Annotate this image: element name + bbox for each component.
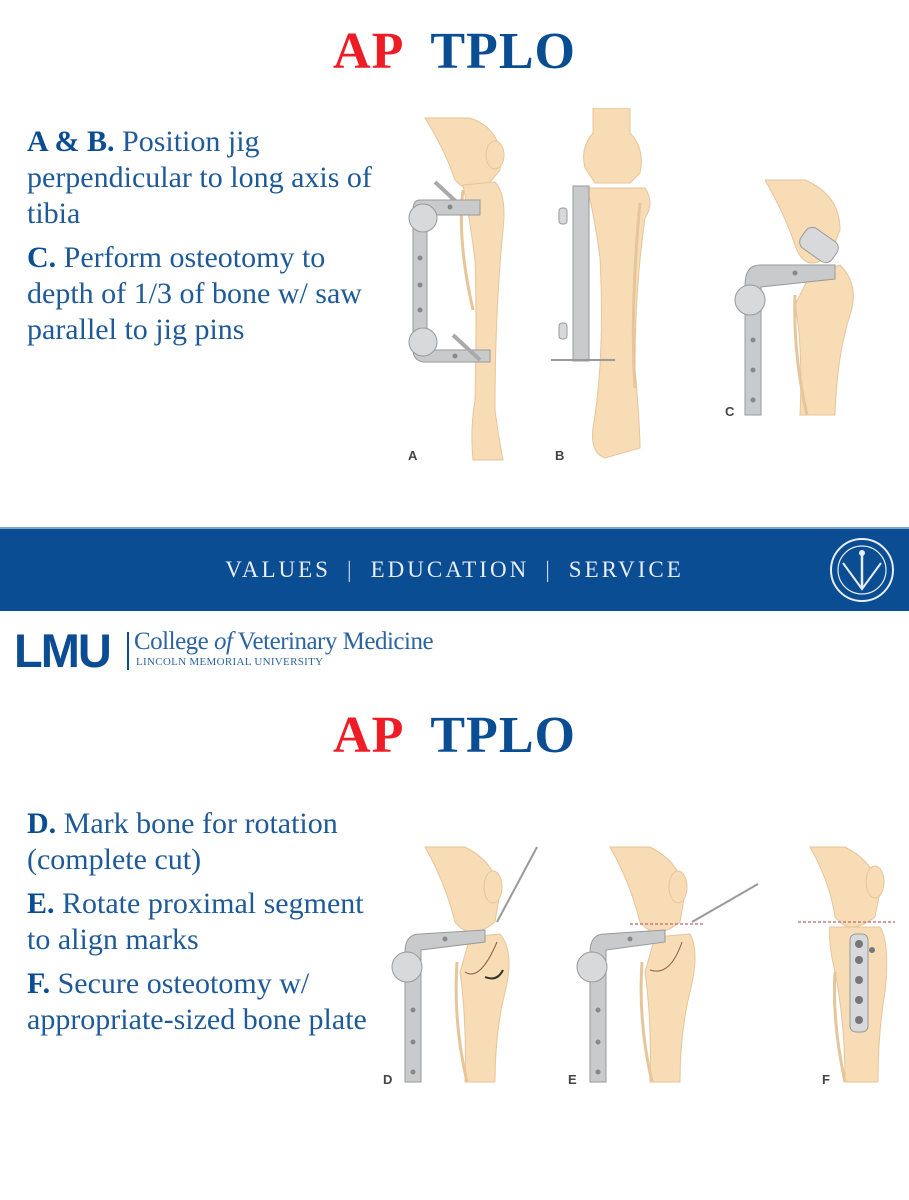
logo-divider <box>127 632 129 670</box>
logo-abbrev: LMU <box>14 624 110 677</box>
slide-1-steps <box>27 124 372 356</box>
title-tplo: TPLO <box>430 23 576 80</box>
step-label: C. <box>27 241 57 274</box>
title-ap: AP <box>333 707 405 764</box>
step-c <box>27 240 372 348</box>
step-d <box>27 806 372 878</box>
university-seal-icon <box>829 537 895 603</box>
slide-2-title <box>0 706 909 765</box>
title-ap: AP <box>333 23 405 80</box>
logo-college-name <box>134 628 433 656</box>
step-text: Perform osteotomy to depth of 1/3 of bone w/ saw parallel to jig pins <box>27 241 362 346</box>
figure-label-b: B <box>555 448 565 463</box>
step-a-b <box>27 124 372 232</box>
figure-d-mark-bone <box>385 842 545 1087</box>
logo-college-post: Veterinary Medicine <box>232 628 434 655</box>
figure-label-c: C <box>725 404 735 419</box>
step-text: Secure osteotomy w/ appropriate-sized bone plate <box>27 967 367 1036</box>
slide-2-steps <box>27 806 372 1046</box>
step-text: Position jig perpendicular to long axis of tibia <box>27 125 372 230</box>
values-banner <box>0 527 909 611</box>
figure-label-a: A <box>408 448 418 463</box>
step-f <box>27 966 372 1038</box>
banner-separator: | <box>346 557 355 582</box>
step-text: Rotate proximal segment to align marks <box>27 887 364 956</box>
banner-item-education: EDUCATION <box>370 557 530 582</box>
logo-university-name: LINCOLN MEMORIAL UNIVERSITY <box>136 656 324 668</box>
banner-item-service: SERVICE <box>568 557 684 582</box>
step-label: A & B. <box>27 125 115 158</box>
figure-label-f: F <box>822 1072 830 1087</box>
figure-label-d: D <box>383 1072 393 1087</box>
step-label: E. <box>27 887 55 920</box>
figure-label-e: E <box>568 1072 577 1087</box>
step-text: Mark bone for rotation (complete cut) <box>27 807 338 876</box>
figure-b-jig-cranial <box>545 108 680 470</box>
step-label: F. <box>27 967 51 1000</box>
figure-e-rotate-segment <box>570 842 765 1087</box>
step-label: D. <box>27 807 57 840</box>
logo-college-pre: College <box>134 628 215 655</box>
banner-item-values: VALUES <box>225 557 331 582</box>
banner-text <box>0 557 909 583</box>
slide-1-title <box>0 22 909 81</box>
title-tplo: TPLO <box>430 707 576 764</box>
figure-f-bone-plate <box>790 842 900 1087</box>
figure-c-osteotomy <box>725 175 875 420</box>
step-e <box>27 886 372 958</box>
figure-a-jig-lateral <box>395 110 535 470</box>
logo-college-of: of <box>214 628 233 655</box>
banner-separator: | <box>545 557 553 582</box>
